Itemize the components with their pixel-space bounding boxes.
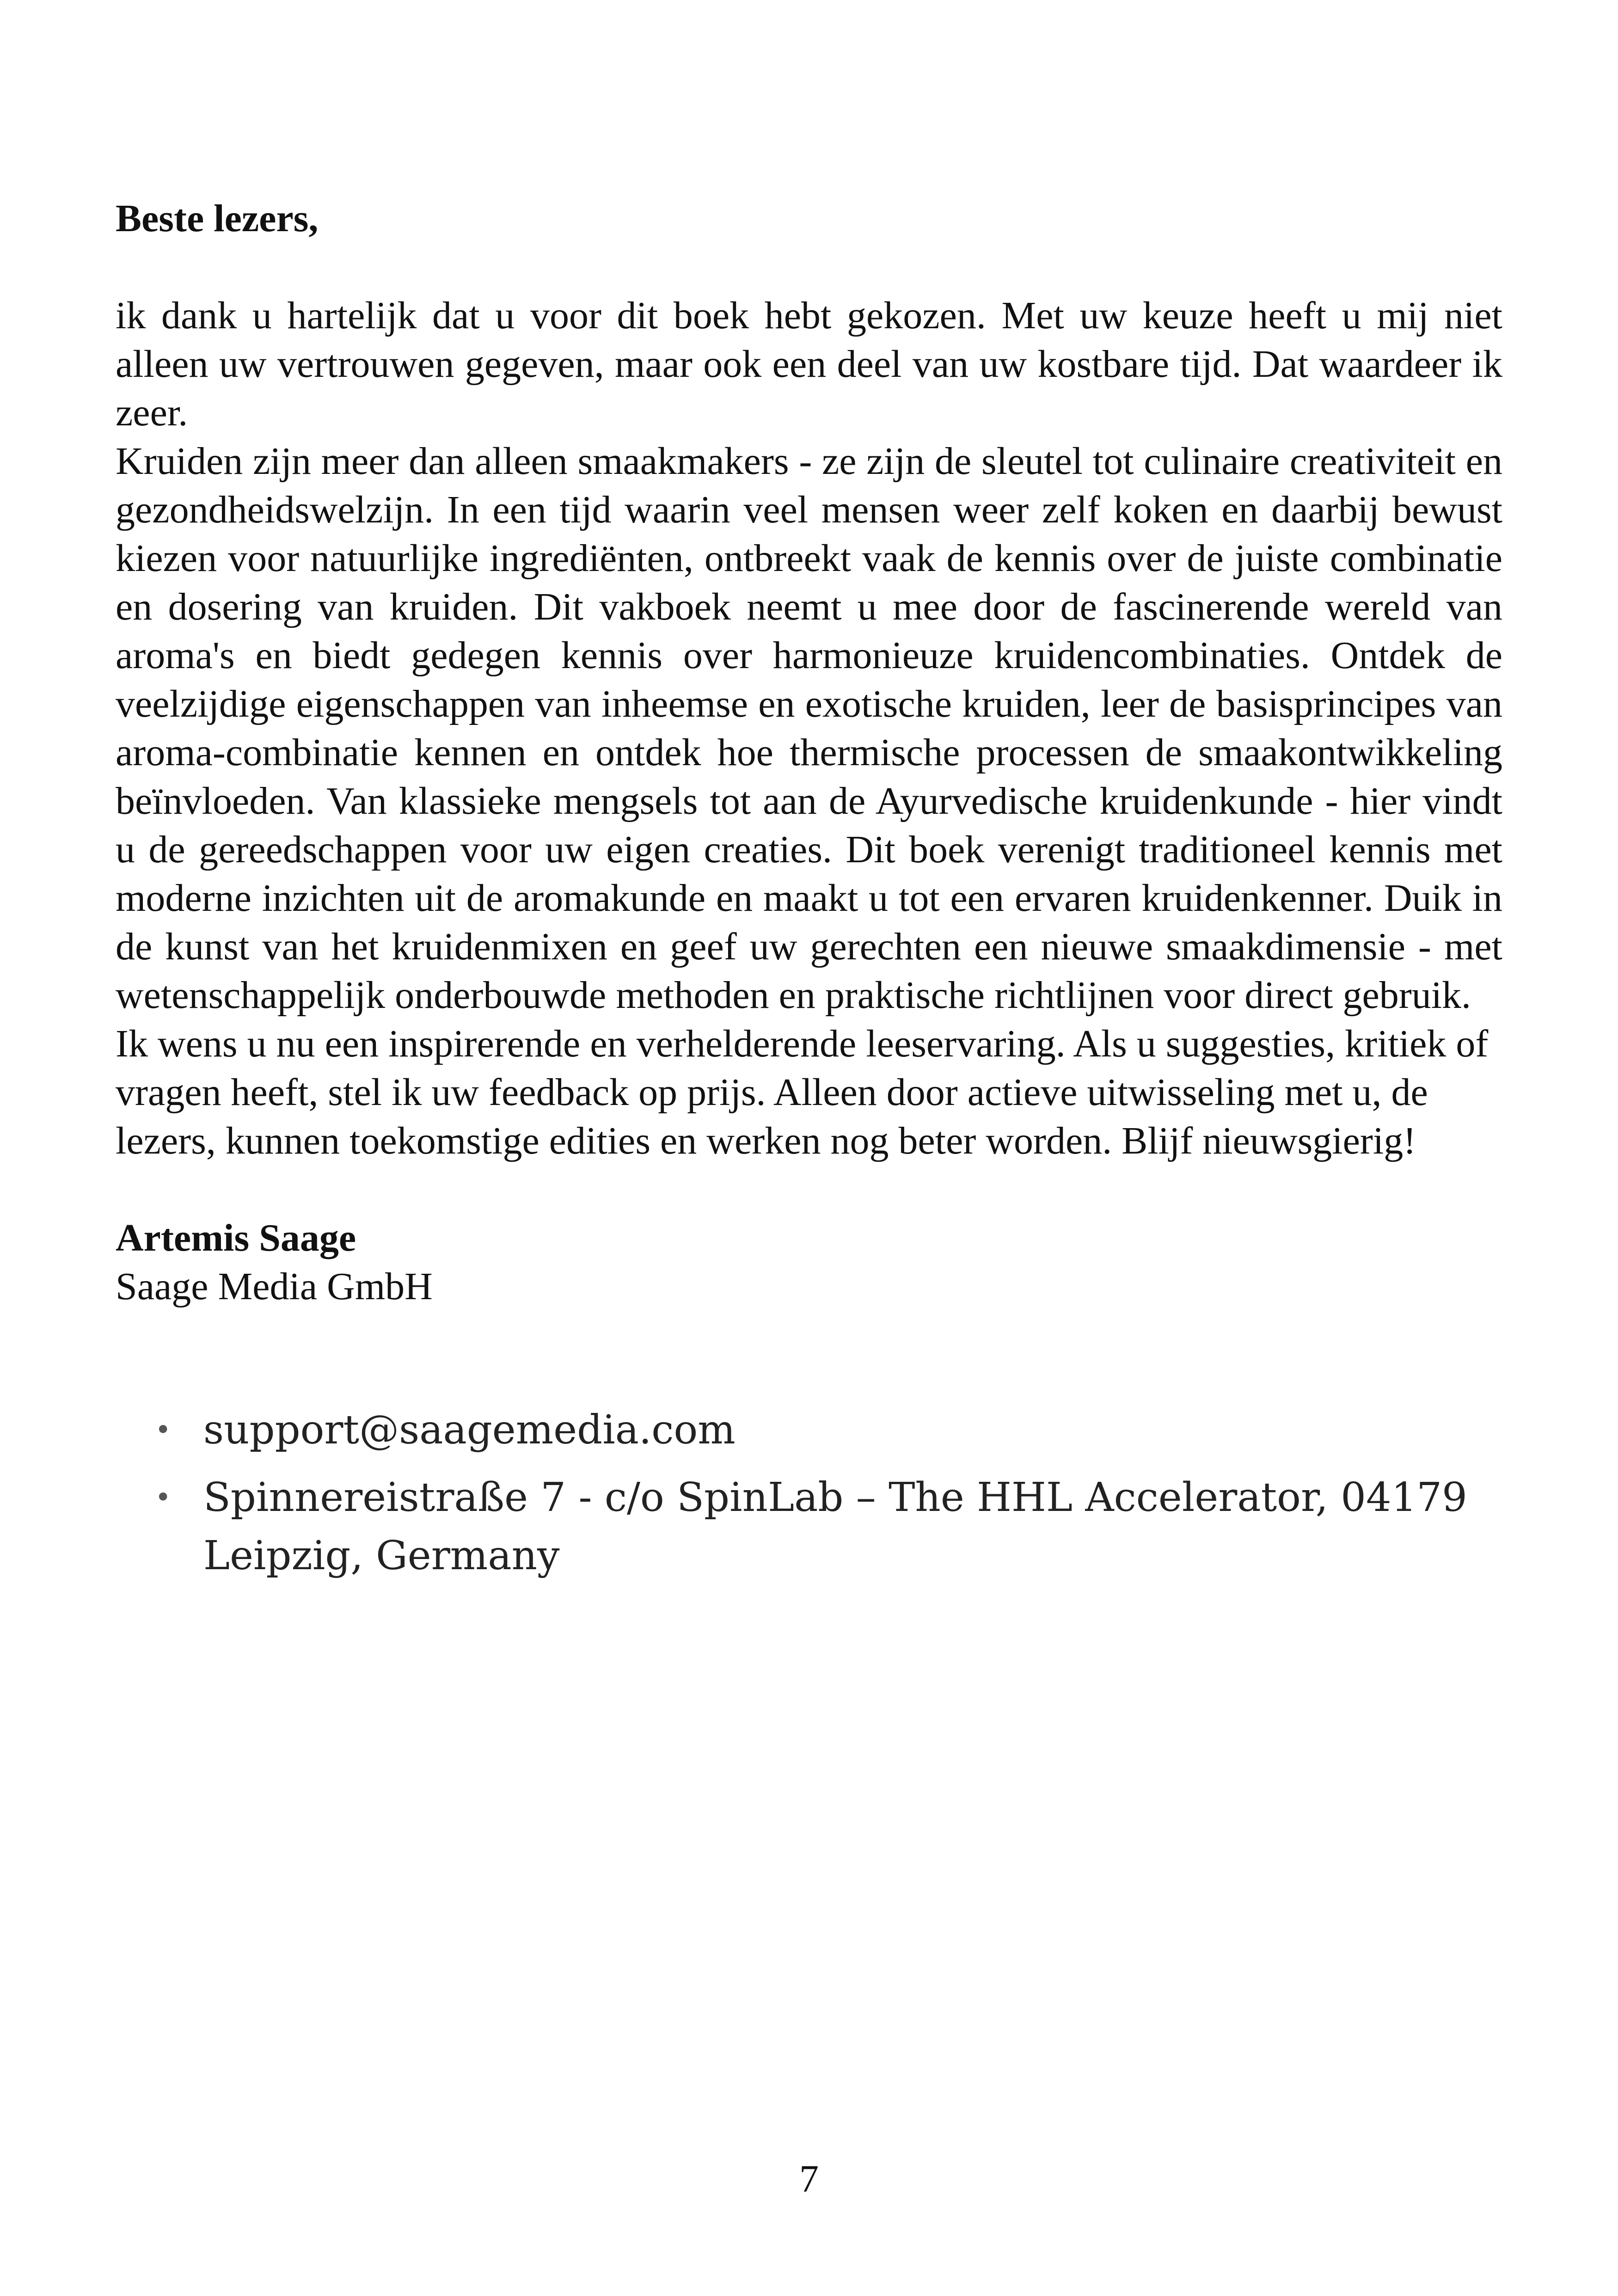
page-number: 7 (799, 2157, 819, 2200)
letter-paragraph-thanks: ik dank u hartelijk dat u voor dit boek hebt gekozen. Met uw keuze heeft u mij niet alleen uw vertrouwen gegeven, maar ook een deel van uw kostbare tijd. Dat waardeer ik zeer. (116, 294, 1502, 434)
bullet-icon: • (155, 1414, 172, 1446)
contact-address: Spinnereistraße 7 - c/o SpinLab – The HHL Accelerator, 04179 Leipzig, Germany (203, 1474, 1467, 1579)
letter-body (116, 194, 1502, 1594)
contact-item-address (155, 1468, 1502, 1585)
signature-name: Artemis Saage (116, 1216, 356, 1259)
signature-company: Saage Media GmbH (116, 1265, 433, 1308)
letter-paragraph-about-book: Kruiden zijn meer dan alleen smaakmakers - ze zijn de sleutel tot culinaire creativiteit en gezondheidswelzijn. In een tijd waarin veel mensen weer zelf koken en daarbij bewust kiezen voor natuurlijke ingrediënten, ontbreekt vaak de kennis over de juiste combinatie en dosering van kruiden. Dit vakboek neemt u mee door de fascinerende wereld van aroma's en biedt gedegen kennis over harmonieuze kruidencombinaties. Ontdek de veelzijdige eigenschappen van inheemse en exotische kruiden, leer de basisprincipes van aroma-combinatie kennen en ontdek hoe thermische processen de smaakontwikkeling beïnvloeden. Van klassieke mengsels tot aan de Ayurvedische kruidenkunde - hier vindt u de gereedschappen voor uw eigen creaties. Dit boek verenigt traditioneel kennis met moderne inzichten uit de aromakunde en maakt u tot een ervaren kruidenkenner. Duik in de kunst van het kruidenmixen en geef uw gerechten een nieuwe smaakdimensie - met wetenschappelijk onderbouwde methoden en praktische richtlijnen voor direct gebruik. (116, 440, 1502, 1017)
contact-email[interactable]: support@saagemedia.com (203, 1407, 735, 1453)
contact-list (116, 1401, 1502, 1585)
bullet-icon: • (155, 1481, 172, 1514)
letter-paragraph-closing: Ik wens u nu een inspirerende en verhelderende leeservaring. Als u suggesties, kritiek of vragen heeft, stel ik uw feedback op prijs. Alleen door actieve uitwisseling met u, de lezers, kunnen toekomstige edities en werken nog beter worden. Blijf nieuwsgierig! (116, 1022, 1489, 1162)
contact-item-email (155, 1401, 1502, 1459)
letter-greeting: Beste lezers, (116, 197, 319, 240)
